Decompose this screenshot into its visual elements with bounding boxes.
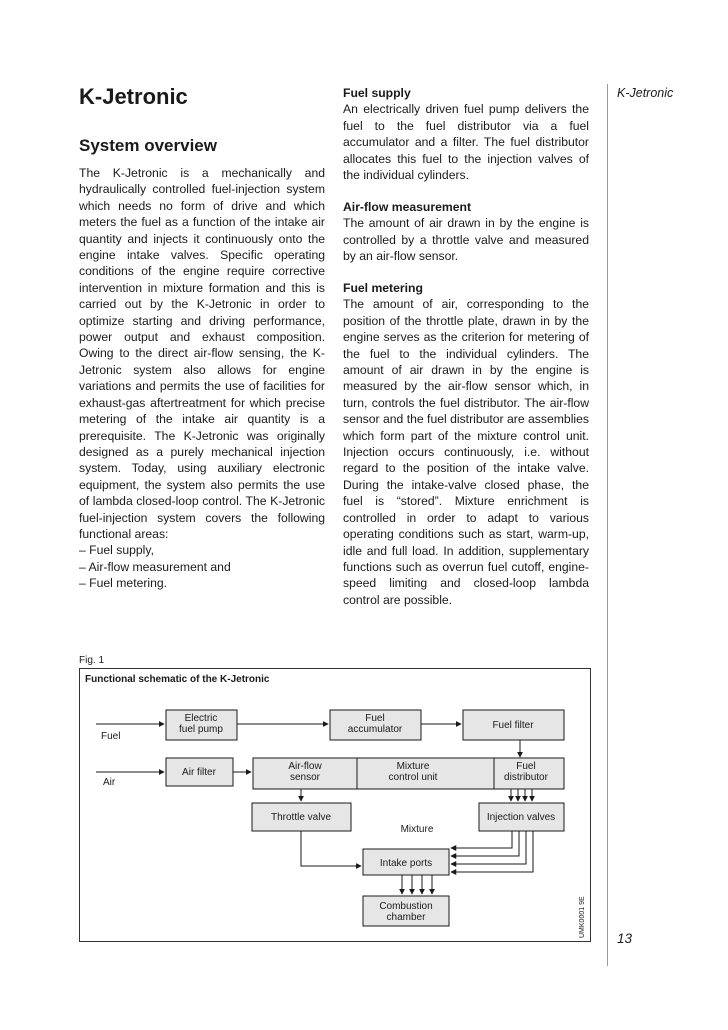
list-item: – Fuel supply, [79, 543, 154, 558]
throttle-valve-label: Throttle valve [270, 812, 332, 823]
accumulator-label-2: accumulator [347, 724, 403, 735]
body-fuel-supply: An electrically driven fuel pump delivers the fuel to the fuel distributor via a fuel accumulator and a filter. The fuel distributor allocates this fuel to the injection valves of the individual cylinders. [343, 102, 589, 183]
fuel-filter-label: Fuel filter [492, 720, 534, 731]
figure-label: Fig. 1 [79, 655, 105, 666]
combustion-chamber-label-2: chamber [386, 912, 426, 923]
fuel-distributor-label-2: distributor [504, 772, 548, 783]
figure-title: Functional schematic of the K-Jetronic [85, 674, 270, 685]
injection-line-2 [451, 831, 519, 856]
figure-code: UMK0001 9E [579, 896, 586, 938]
throttle-to-intake-arrow [301, 831, 361, 866]
mcu-label-2: control unit [388, 772, 438, 783]
k-jetronic-schematic [79, 668, 591, 942]
intake-ports-label: Intake ports [379, 858, 433, 869]
fuel-pump-label-2: fuel pump [179, 724, 223, 735]
body-fuel-metering: The amount of air, corresponding to the position of the throttle plate, drawn in by the engine serves as the criterion for metering of the fuel to the individual cylinders. The amount of air drawn in by the engine is measured by the air-flow sensor which, in turn, controls the fuel distributor. The air-flow sensor and the fuel distributor are assemblies which form part of the mixture control unit. Injection occurs continuously, i.e. without regard to the position of the intake valve. During the intake-valve closed phase, the fuel is “stored”. Mixture enrichment is controlled in order to adapt to various operating conditions such as start, warm-up, idle and full load. In addition, supplementary functions such as overrun fuel cutoff, engine-speed limiting and closed-loop lambda control are possible. [343, 297, 589, 607]
injection-valves-label: Injection valves [486, 812, 556, 823]
combustion-chamber-label-1: Combustion [379, 901, 433, 912]
heading-fuel-supply: Fuel supply [343, 86, 411, 100]
page-title: K-Jetronic [79, 84, 188, 109]
section-air-flow [343, 199, 589, 265]
intro-paragraph: The K-Jetronic is a mechanically and hydraulically controlled fuel-injection system which needs no form of drive and which meters the fuel as a function of the intake air quantity and injects it continuously onto the engine intake valves. Specific operating conditions of the engine require corrective intervention in mixture formation and this is carried out by the K-Jetronic in order to optimize starting and driving performance, power output and exhaust composition. Owing to the direct air-flow sensing, the K-Jetronic system also allows for engine variations and permits the use of facilities for exhaust-gas aftertreatment for which precise metering of the intake air quantity is a prerequisite. The K-Jetronic was originally designed as a purely mechanical injection system. Today, using auxiliary electronic equipment, the system also permits the use of lambda closed-loop control. The K-Jetronic fuel-injection system covers the following functional areas: [79, 166, 325, 541]
body-air-flow: The amount of air drawn in by the engine is controlled by a throttle valve and measured by an air-flow sensor. [343, 216, 589, 264]
heading-air-flow: Air-flow measurement [343, 200, 471, 214]
section-title: System overview [79, 136, 217, 155]
air-filter-label: Air filter [182, 767, 216, 778]
running-header: K-Jetronic [617, 86, 674, 100]
fuel-distributor-label-1: Fuel [516, 761, 536, 772]
accumulator-label-1: Fuel [365, 713, 385, 724]
injection-line-4 [451, 831, 533, 872]
injection-line-1 [451, 831, 512, 848]
mcu-label-1: Mixture [396, 761, 430, 772]
air-input-label: Air [103, 777, 116, 788]
page-number: 13 [617, 931, 633, 946]
functional-areas-list [79, 542, 325, 591]
fuel-pump-label-1: Electric [184, 713, 218, 724]
intro-column [79, 165, 325, 592]
air-flow-sensor-label-1: Air-flow [288, 761, 322, 772]
column-divider [607, 84, 608, 966]
mixture-label: Mixture [400, 824, 434, 835]
air-flow-sensor-label-2: sensor [289, 772, 321, 783]
heading-fuel-metering: Fuel metering [343, 281, 423, 295]
section-fuel-metering [343, 280, 589, 608]
section-fuel-supply [343, 85, 589, 183]
list-item: – Fuel metering. [79, 576, 168, 591]
list-item: – Air-flow measurement and [79, 559, 231, 574]
fuel-input-label: Fuel [101, 731, 121, 742]
